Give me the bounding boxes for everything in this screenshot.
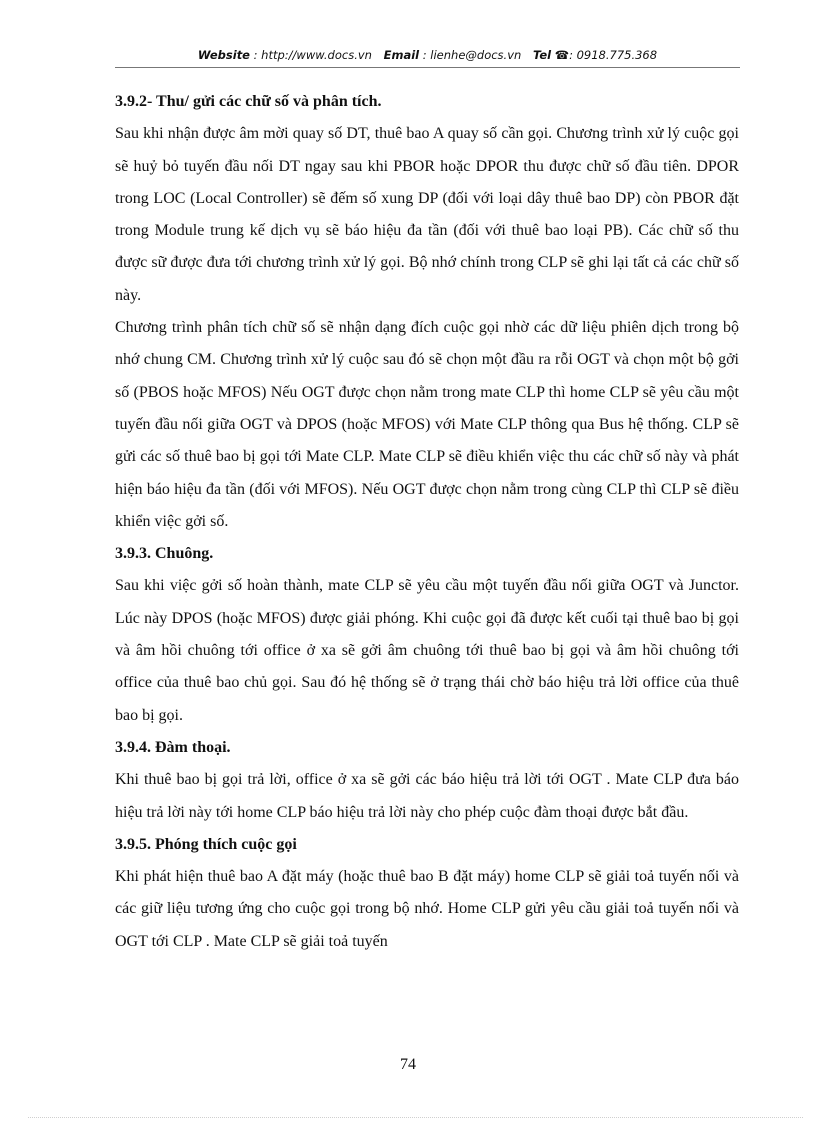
section-heading: 3.9.4. Đàm thoại. xyxy=(115,738,231,756)
section-heading: 3.9.5. Phóng thích cuộc gọi xyxy=(115,835,297,853)
phone-icon: ☎ xyxy=(554,48,570,62)
website-label: Website xyxy=(197,48,250,62)
section-heading: 3.9.3. Chuông. xyxy=(115,545,214,563)
tel-value: : 0918.775.368 xyxy=(569,48,658,62)
paragraph: Sau khi việc gởi số hoàn thành, mate CLP sẽ yêu cầu một tuyến đầu nối giữa OGT và Junctor. Lúc này DPOS (hoặc MFOS) được giải phóng. Khi cuộc gọi đã được kết cuối tại thuê bao bị gọi và âm hồi chuông tới office ở xa sẽ gởi âm chuông tới thuê bao bị gọi và âm hồi chuông tới office của thuê bao chủ gọi. Sau đó hệ thống sẽ ở trạng thái chờ báo hiệu trả lời office của thuê bao bị gọi. xyxy=(115,577,739,724)
page-header xyxy=(115,46,740,68)
paragraph: Khi thuê bao bị gọi trả lời, office ở xa sẽ gởi các báo hiệu trả lời tới OGT . Mate CLP đưa báo hiệu trả lời này tới home CLP báo hiệu trả lời này cho phép cuộc đàm thoại được bắt đầu. xyxy=(115,771,739,821)
footer-divider xyxy=(28,1117,803,1118)
website-value: : http://www.docs.vn xyxy=(253,48,372,62)
document-body xyxy=(115,86,739,958)
tel-label: Tel xyxy=(532,48,552,62)
paragraph: Khi phát hiện thuê bao A đặt máy (hoặc thuê bao B đặt máy) home CLP sẽ giải toả tuyến nối và các giữ liệu tương ứng cho cuộc gọi trong bộ nhớ. Home CLP gửi yêu cầu giải toả tuyến nối và OGT tới CLP . Mate CLP sẽ giải toả tuyến xyxy=(115,868,739,950)
email-label: Email xyxy=(383,48,420,62)
paragraph: Sau khi nhận được âm mời quay số DT, thuê bao A quay số cần gọi. Chương trình xử lý cuộc gọi sẽ huỷ bỏ tuyến đầu nối DT ngay sau khi PBOR hoặc DPOR thu được chữ số đầu tiên. DPOR trong LOC (Local Controller) sẽ đếm số xung DP (đối với loại dây thuê bao DP) còn PBOR đặt trong Module trung kế dịch vụ sẽ báo hiệu đa tần (đối với thuê bao loại PB). Các chữ số thu được sữ được đưa tới chương trình xử lý gọi. Bộ nhớ chính trong CLP sẽ ghi lại tất cả các chữ số này. xyxy=(115,125,739,304)
header-divider xyxy=(115,67,740,68)
section-heading: 3.9.2- Thu/ gửi các chữ số và phân tích. xyxy=(115,93,382,110)
email-value: : lienhe@docs.vn xyxy=(422,48,522,62)
paragraph: Chương trình phân tích chữ số sẽ nhận dạng đích cuộc gọi nhờ các dữ liệu phiên dịch trong bộ nhớ chung CM. Chương trình xử lý cuộc sau đó sẽ chọn một đầu ra rỗi OGT và chọn một bộ gởi số (PBOS hoặc MFOS) Nếu OGT được chọn nằm trong mate CLP thì home CLP sẽ yêu cầu một tuyến đầu nối giữa OGT và DPOS (hoặc MFOS) với Mate CLP thông qua Bus hệ thống. CLP sẽ gửi các số thuê bao bị gọi tới Mate CLP. Mate CLP sẽ điều khiển việc thu các chữ số này và phát hiện báo hiệu đa tần (đối với MFOS). Nếu OGT được chọn nằm trong cùng CLP thì CLP sẽ điều khiển việc gởi số. xyxy=(115,319,739,530)
page-number: 74 xyxy=(400,1056,416,1073)
